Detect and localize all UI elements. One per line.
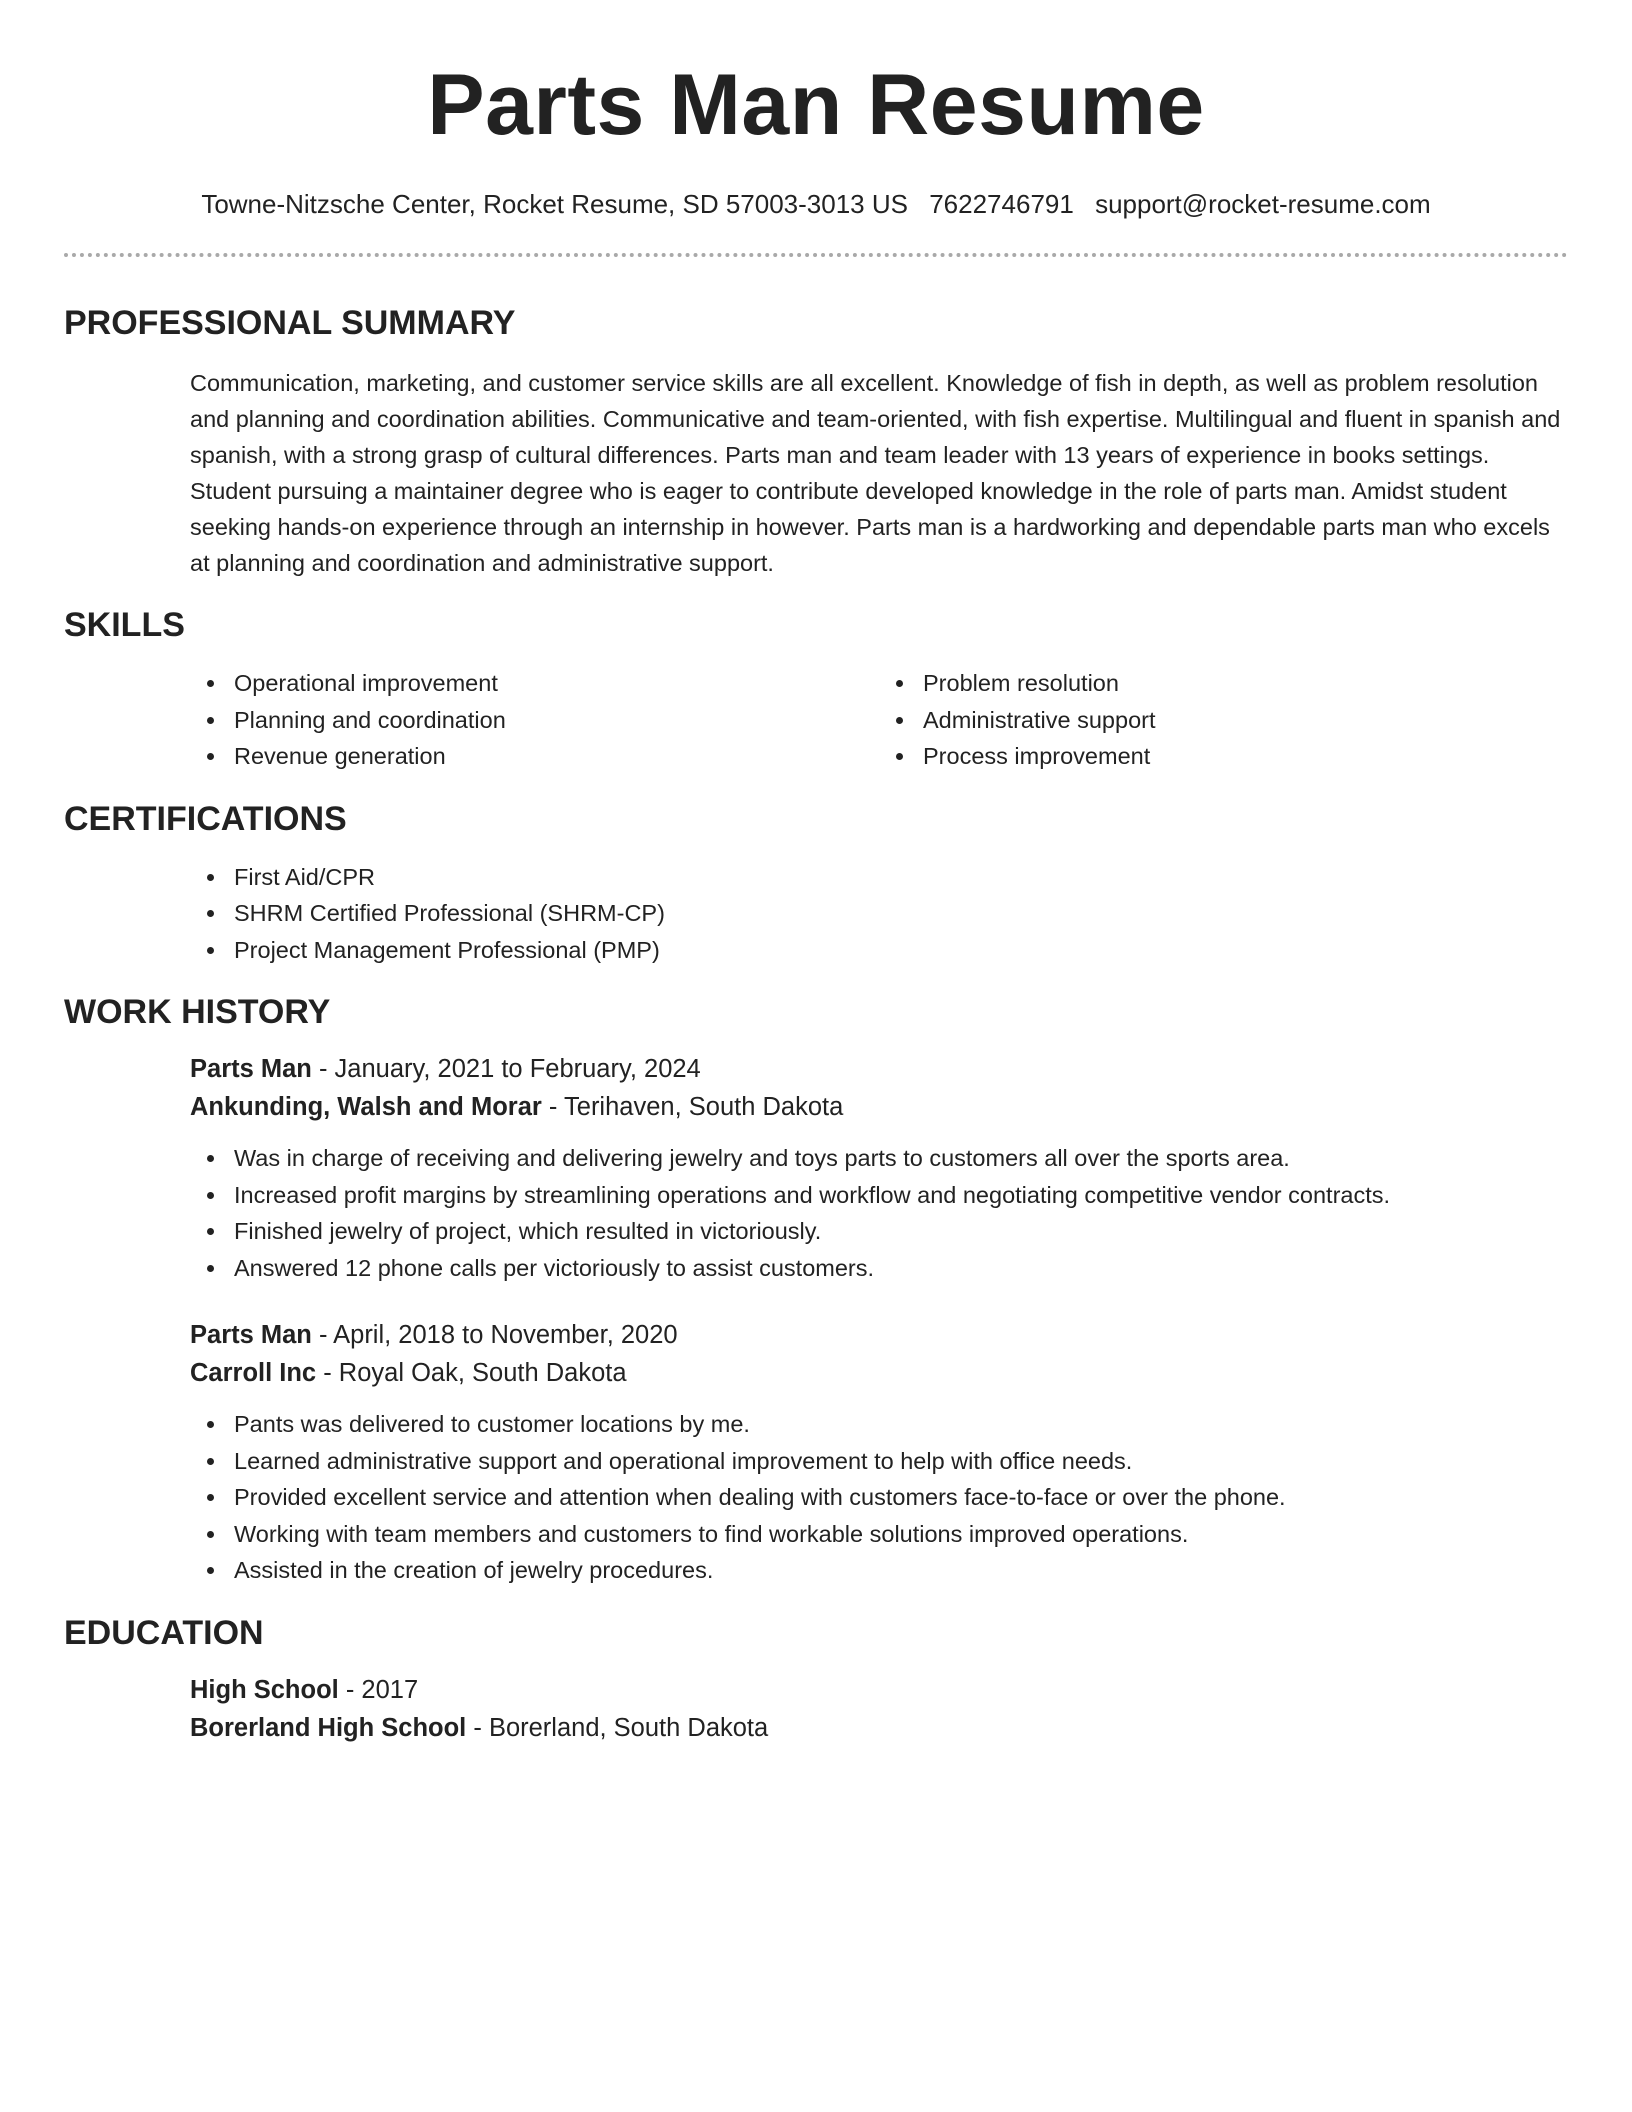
skill-item: Revenue generation xyxy=(234,738,879,775)
job-bullet: Pants was delivered to customer locations by me. xyxy=(234,1406,1568,1443)
education-school: Borerland High School xyxy=(190,1713,467,1742)
contact-address: Towne-Nitzsche Center, Rocket Resume, SD 57003-3013 US xyxy=(201,189,908,219)
job-title-line xyxy=(190,1316,1568,1354)
certification-item: First Aid/CPR xyxy=(234,859,1568,896)
skill-item: Planning and coordination xyxy=(234,702,879,739)
contact-phone: 7622746791 xyxy=(929,189,1074,219)
certifications-section xyxy=(64,797,1568,969)
skill-item: Process improvement xyxy=(923,738,1568,775)
certification-item: Project Management Professional (PMP) xyxy=(234,932,1568,969)
education-school-line xyxy=(190,1709,1568,1747)
skills-grid xyxy=(190,665,1568,775)
skill-item: Problem resolution xyxy=(923,665,1568,702)
job-bullet: Provided excellent service and attention when dealing with customers face-to-face or over the phone. xyxy=(234,1479,1568,1516)
skills-list-left xyxy=(190,665,879,775)
job-title: Parts Man xyxy=(190,1055,312,1083)
job-bullets xyxy=(190,1406,1568,1589)
education-section xyxy=(64,1611,1568,1747)
contact-line xyxy=(64,187,1568,221)
education-heading: EDUCATION xyxy=(64,1613,264,1652)
job-location: - Royal Oak, South Dakota xyxy=(316,1359,627,1387)
job-entry xyxy=(190,1316,1568,1589)
summary-text: Communication, marketing, and customer service skills are all excellent. Knowledge of fish in depth, as well as problem resolution and planning and coordination abilities. Communicative and team-oriented, with fish expertise. Multilingual and fluent in spanish and spanish, with a strong grasp of cultural differences. Parts man and team leader with 13 years of experience in books settings. Student pursuing a maintainer degree who is eager to contribute developed knowledge in the role of parts man. Amidst student seeking hands-on experience through an internship in however. Parts man is a hardworking and dependable parts man who excels at planning and coordination and administrative support. xyxy=(190,370,1561,576)
resume-title: Parts Man Resume xyxy=(427,57,1205,153)
job-bullet: Assisted in the creation of jewelry procedures. xyxy=(234,1552,1568,1589)
work-history-heading: WORK HISTORY xyxy=(64,993,331,1031)
job-bullet: Increased profit margins by streamlining operations and workflow and negotiating competitive vendor contracts. xyxy=(234,1177,1568,1214)
job-bullet: Learned administrative support and operational improvement to help with office needs. xyxy=(234,1443,1568,1480)
job-bullet: Working with team members and customers to find workable solutions improved operations. xyxy=(234,1516,1568,1553)
summary-heading: PROFESSIONAL SUMMARY xyxy=(64,304,516,342)
header-divider xyxy=(64,253,1568,257)
skill-item: Operational improvement xyxy=(234,665,879,702)
skills-section xyxy=(64,603,1568,775)
skills-list-right xyxy=(879,665,1568,775)
job-company: Ankunding, Walsh and Morar xyxy=(190,1093,542,1121)
skills-heading: SKILLS xyxy=(64,606,185,644)
contact-email: support@rocket-resume.com xyxy=(1095,189,1431,219)
job-entry xyxy=(190,1050,1568,1286)
job-title: Parts Man xyxy=(190,1321,312,1349)
job-bullet: Was in charge of receiving and delivering jewelry and toys parts to customers all over the sports area. xyxy=(234,1140,1568,1177)
education-degree-line xyxy=(190,1671,1568,1709)
job-dates: - April, 2018 to November, 2020 xyxy=(311,1321,678,1349)
skill-item: Administrative support xyxy=(923,702,1568,739)
certification-item: SHRM Certified Professional (SHRM-CP) xyxy=(234,895,1568,932)
education-degree: High School xyxy=(190,1675,339,1704)
job-company-line xyxy=(190,1088,1568,1126)
job-company-line xyxy=(190,1354,1568,1392)
job-company: Carroll Inc xyxy=(190,1359,317,1387)
summary-section xyxy=(64,301,1568,581)
work-history-section xyxy=(64,990,1568,1589)
education-location: - Borerland, South Dakota xyxy=(466,1713,769,1742)
job-dates: - January, 2021 to February, 2024 xyxy=(311,1055,701,1083)
certifications-list xyxy=(190,859,1568,969)
job-bullet: Finished jewelry of project, which resulted in victoriously. xyxy=(234,1213,1568,1250)
certifications-heading: CERTIFICATIONS xyxy=(64,799,347,838)
job-title-line xyxy=(190,1050,1568,1088)
job-location: - Terihaven, South Dakota xyxy=(541,1093,844,1121)
job-bullets xyxy=(190,1140,1568,1286)
education-year: - 2017 xyxy=(338,1675,419,1704)
job-bullet: Answered 12 phone calls per victoriously to assist customers. xyxy=(234,1250,1568,1287)
